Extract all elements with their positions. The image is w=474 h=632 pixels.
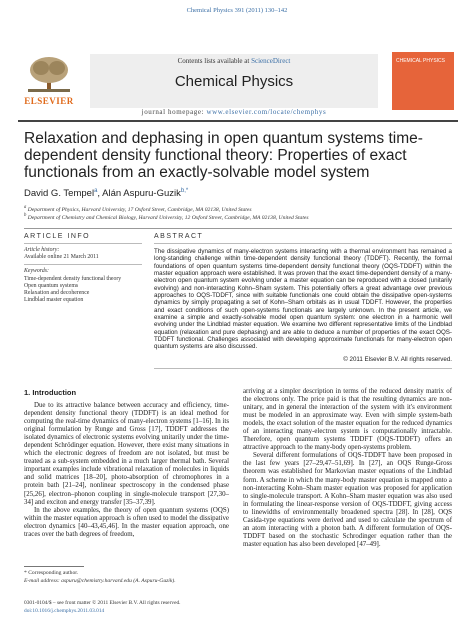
affil-marker: b (24, 213, 27, 218)
abstract-body: The dissipative dynamics of many-electron systems interacting with a thermal environment has remained a long-standing challenge within time-dependent density functional theory (TDDFT). Recently, the formal foundations of open quantum systems time-dependent density functional theory (OQS-TDDFT) within the master equation approach were established. It was proven that the exact time-dependent density of a many-electron open quantum system evolving under a master equation can be reproduced with a closed (unitarily evolving) and non-interacting Kohn–Sham system. This potentially offers a great advantage over previous approaches to OQS-TDDFT, since with suitable functionals one could obtain the dissipative open-systems dynamics by simply propagating a set of Kohn–Sham orbitals as in usual TDDFT. However, the properties and exact conditions of such open-systems functionals are largely unknown. In the present article, we examine a simple and exactly-solvable model open quantum system: one electron in a harmonic well evolving under the Lindblad master equation. We examine two different representative limits of the Lindblad equation (relaxation and pure dephasing) and are able to deduce a number of properties of the exact OQS-TDDFT functional. Challenges associated with developing approximate functionals for many-electron open quantum systems are also discussed. (154, 248, 452, 351)
keyword[interactable]: Relaxation and decoherence (24, 290, 90, 296)
keyword-list (24, 276, 149, 304)
keyword[interactable]: Open quantum systems (24, 283, 79, 289)
paragraph: In the above examples, the theory of open quantum systems (OQS) within the master equation approach is often used to model the dissipative electron dynamics [40–43,45,46]. In the master equation approach, one traces over the bath degrees of freedom, (24, 506, 229, 538)
keywords-label: Keywords: (24, 268, 49, 274)
article-title: Relaxation and dephasing in open quantum systems time-dependent density functional theory: Properties of exact functionals from an exactly-solvable model system (24, 130, 423, 181)
history-value: Available online 21 March 2011 (24, 254, 99, 260)
affil-marker: a (24, 205, 27, 210)
publisher-name: ELSEVIER (24, 96, 74, 106)
author-list: David G. Tempel$^a$, Alán Aspuru-Guzik$^{b,*}$ (24, 188, 189, 200)
affiliation (24, 213, 309, 221)
keyword[interactable]: Lindblad master equation (24, 297, 84, 303)
history-label: Article history: (24, 247, 60, 253)
issn-line: 0301-0104/$ – see front matter © 2011 Elsevier B.V. All rights reserved. (24, 600, 181, 606)
intro-left-column (24, 402, 229, 539)
author-name[interactable]: Alán Aspuru-Guzik (102, 188, 181, 200)
author-affil-marker[interactable]: b,* (180, 188, 189, 194)
sciencedirect-link[interactable]: ScienceDirect (251, 57, 291, 65)
tree-icon (28, 56, 70, 92)
journal-cover-thumbnail[interactable] (392, 52, 454, 110)
affil-text: Department of Physics, Harvard University, 17 Oxford Street, Cambridge, MA 02138, United States (27, 206, 252, 213)
journal-banner (90, 54, 378, 108)
copyright-notice: © 2011 Elsevier B.V. All rights reserved. (343, 356, 452, 363)
article-info-heading: ARTICLE INFO (24, 233, 91, 240)
elsevier-logo[interactable] (20, 52, 78, 110)
contents-line (90, 57, 378, 65)
introduction-heading: 1. Introduction (24, 388, 77, 397)
section-divider (24, 228, 452, 229)
info-divider (24, 264, 142, 265)
intro-right-column (243, 388, 452, 549)
keyword[interactable]: Time-dependent density functional theory (24, 276, 122, 282)
journal-title: Chemical Physics (174, 73, 294, 90)
paragraph: Several different formulations of OQS-TDDFT have been proposed in the last few years [27–29,47–51,69]. In [27], an OQS Runge-Gross theorem was established for Markovian master equations of the Lindblad form. A scheme in which the many-body master equation is mapped onto a non-interacting Kohn–Sham master equation was proposed for application to single-molecule transport. A Kohn–Sham master equation was also used in formulating the linear-response version of OQS-TDDFT, giving access to linewidths of environmentally broadened spectra [28]. In [28], OQS Casida-type equations were derived and used to calculate the spectrum of an atom interacting with a photon bath. A different formulation of OQS-TDDFT based on the stochastic Schrodinger equation rather than the master equation has also been developed [47–49]. (243, 452, 452, 548)
abstract-heading: ABSTRACT (154, 233, 204, 240)
abstract-bottom-divider (154, 368, 452, 369)
author-affil-marker[interactable]: a (94, 188, 98, 194)
affil-text: Department of Chemistry and Chemical Biology, Harvard University, 12 Oxford Street, Cambridge, MA 02138, United States (27, 214, 309, 221)
journal-homepage (90, 108, 378, 116)
homepage-prefix: journal homepage: (141, 108, 207, 116)
contents-prefix: Contents lists available at (177, 57, 252, 65)
email-note[interactable]: E-mail address: aspuru@chemistry.harvard.edu (A. Aspuru-Guzik). (24, 578, 176, 584)
paragraph: Due to its attractive balance between accuracy and efficiency, time-dependent density functional theory (TDDFT) is an ideal method for computing the real-time dynamics of many-electron systems [1–16]. In its original formulation by Runge and Gross [17], TDDFT addresses the isolated dynamics of electronic systems evolving unitarily under the time-dependent Schrödinger equation. However, there exist many situations in which the electronic degrees of freedom are not isolated, but must be treated as a sub-system embedded in a much larger thermal bath. Several important examples include vibrational relaxation of molecules in liquids and solid matrices [18–20], photo-absorption of chromophores in a protein bath [21–24], nonlinear spectroscopy in the condensed phase [25,26], electron–phonon coupling in single-molecule transport [27,30–34] and exciton and energy transfer [35–37,39]. (24, 402, 229, 506)
footnote-rule (24, 566, 84, 567)
header-divider (18, 120, 458, 122)
affiliation (24, 205, 252, 213)
cover-label: CHEMICAL PHYSICS (396, 58, 445, 64)
homepage-link[interactable]: www.elsevier.com/locate/chemphys (206, 108, 327, 116)
journal-citation[interactable]: Chemical Physics 391 (2011) 130–142 (186, 7, 288, 14)
doi-link[interactable]: doi:10.1016/j.chemphys.2011.03.014 (24, 608, 105, 614)
info-divider (24, 243, 142, 244)
author-name[interactable]: David G. Tempel (24, 188, 95, 200)
corresponding-author-note: * Corresponding author. (24, 570, 79, 576)
abstract-divider (154, 243, 452, 244)
paragraph: arriving at a simpler description in terms of the reduced density matrix of the electrons only. The price paid is that the resulting dynamics are non-unitary, and in general the interaction of the system with it's environment must be modeled in an approximate way. Even with simple system-bath models, the exact solution of the master equation for the reduced dynamics of an interacting many-electron system is computationally intractable. Therefore, open quantum systems TDDFT (OQS-TDDFT) offers an attractive approach to the many-body open-systems problem. (243, 388, 452, 452)
